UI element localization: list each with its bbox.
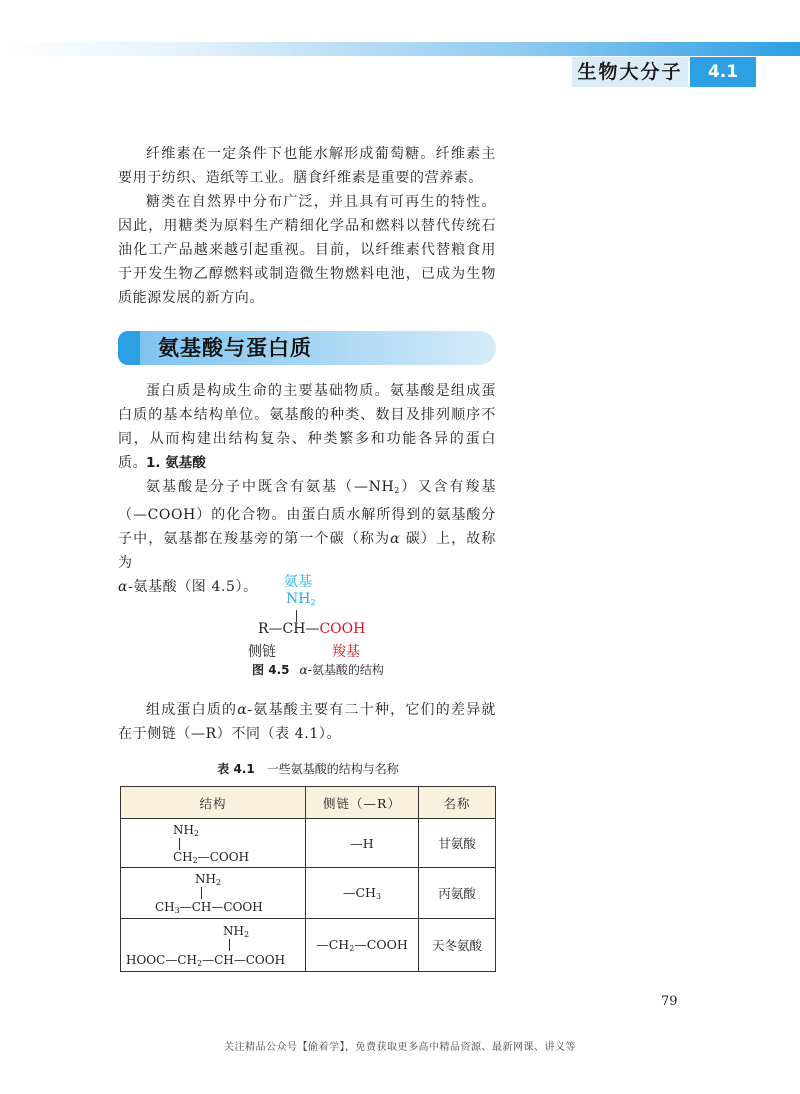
name-glycine: 甘氨酸 (419, 819, 496, 868)
side-chain-aspartic-acid: $—CH_2—COOH$ (306, 919, 419, 972)
section-heading-tab (118, 331, 140, 365)
header-gradient-band (0, 42, 800, 56)
table-caption: 表 4.1 一些氨基酸的结构与名称 (217, 762, 399, 776)
page-number: 79 (661, 994, 678, 1009)
side-chain-paragraph: 组成蛋白质的α-氨基酸主要有二十种，它们的差异就在于侧链（—R）不同（表 4.1）。 (118, 702, 496, 742)
section-paragraph: 蛋白质是构成生命的主要基础物质。氨基酸是组成蛋白质的基本结构单位。氨基酸的种类、数目及排列顺序不同，从而构建出结构复杂、种类繁多和功能各异的蛋白质。 (118, 383, 496, 471)
amino-group-label: 氨基 (284, 574, 312, 590)
intro-paragraph-1: 纤维素在一定条件下也能水解形成葡萄糖。纤维素主要用于纺织、造纸等工业。膳食纤维素是重要的营养素。 (118, 146, 496, 186)
footer-note: 关注精品公众号【偷着学】，免费获取更多高中精品资源、最新网课、讲义等 (224, 1042, 576, 1053)
section-title: 氨基酸与蛋白质 (158, 336, 312, 360)
carboxyl-label: 羧基 (332, 644, 360, 660)
intro-paragraph-2: 糖类在自然界中分布广泛，并且具有可再生的特性。因此，用糖类为原料生产精细化学品和燃料以替代传统石油化工产品越来越引起重视。目前，以纤维素代替粮食用于开发生物乙醇燃料或制造微生物燃料电池，已成为生物质能源发展的新方向。 (118, 194, 496, 306)
table-header-structure: 结构 (121, 787, 306, 819)
chapter-number: 4.1 (690, 57, 756, 87)
side-chain-glycine: —H (306, 819, 419, 868)
structure-glycine: $NH_2$ $CH_2—COOH$ (121, 819, 306, 868)
side-chain-alanine: $—CH_3$ (306, 868, 419, 919)
name-aspartic-acid: 天冬氨酸 (419, 919, 496, 972)
structure-aspartic-acid: $NH_2$ $HOOC—CH_2—CH—COOH$ (121, 919, 306, 972)
table-row (121, 819, 496, 868)
table-header-side-chain: 侧链（—R） (306, 787, 419, 819)
figure-caption: 图 4.5 α-氨基酸的结构 (252, 663, 384, 677)
table-header-row (121, 787, 496, 819)
structure-alanine: $NH_2$ $CH_3—CH—COOH$ (121, 868, 306, 919)
figure-main-chain: R—CH—COOH (258, 621, 366, 637)
table-row (121, 868, 496, 919)
table-header-name: 名称 (419, 787, 496, 819)
amino-acid-table (120, 786, 496, 972)
table-row (121, 919, 496, 972)
name-alanine: 丙氨酸 (419, 868, 496, 919)
chapter-title: 生物大分子 (572, 57, 688, 87)
amino-acid-definition: 氨基酸是分子中既含有氨基$(—NH_2)$又含有羧基（—COOH）的化合物。由蛋白质水解所得到的氨基酸分子中，氨基都在羧基旁的第一个碳（称为α 碳）上，故称为 α-氨基酸（图 4.5）。 (118, 479, 496, 595)
figure-nh2: $NH_2$ (286, 591, 316, 607)
side-chain-label: 侧链 (248, 644, 276, 660)
subsection-heading: 1. 氨基酸 (146, 455, 206, 471)
